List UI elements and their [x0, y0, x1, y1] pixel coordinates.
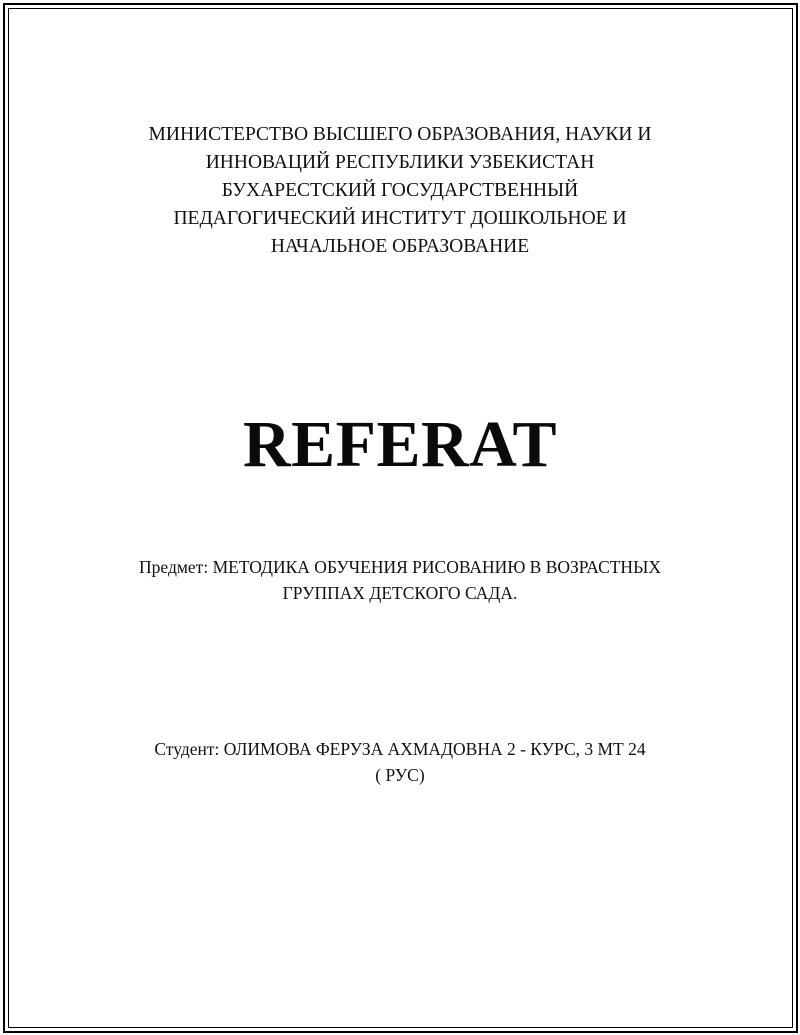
institution-header	[0, 121, 800, 261]
header-line: БУХАРЕСТСКИЙ ГОСУДАРСТВЕННЫЙ	[221, 180, 579, 201]
document-title: REFERAT	[243, 408, 557, 481]
header-line: МИНИСТЕРСТВО ВЫСШЕГО ОБРАЗОВАНИЯ, НАУКИ И	[148, 124, 652, 145]
student-block	[0, 736, 800, 788]
student-line: ( РУС)	[375, 765, 425, 785]
header-line: ПЕДАГОГИЧЕСКИЙ ИНСТИТУТ ДОШКОЛЬНОЕ И	[173, 208, 627, 229]
subject-line: ГРУППАХ ДЕТСКОГО САДА.	[282, 583, 518, 603]
header-line: ИННОВАЦИЙ РЕСПУБЛИКИ УЗБЕКИСТАН	[205, 152, 595, 173]
subject-line: Предмет: МЕТОДИКА ОБУЧЕНИЯ РИСОВАНИЮ В ВОЗРАСТНЫХ	[139, 557, 661, 577]
header-line: НАЧАЛЬНОЕ ОБРАЗОВАНИЕ	[270, 236, 530, 257]
student-line: Студент: ОЛИМОВА ФЕРУЗА АХМАДОВНА 2 - КУРС, 3 МТ 24	[154, 739, 646, 759]
subject-block	[0, 554, 800, 606]
